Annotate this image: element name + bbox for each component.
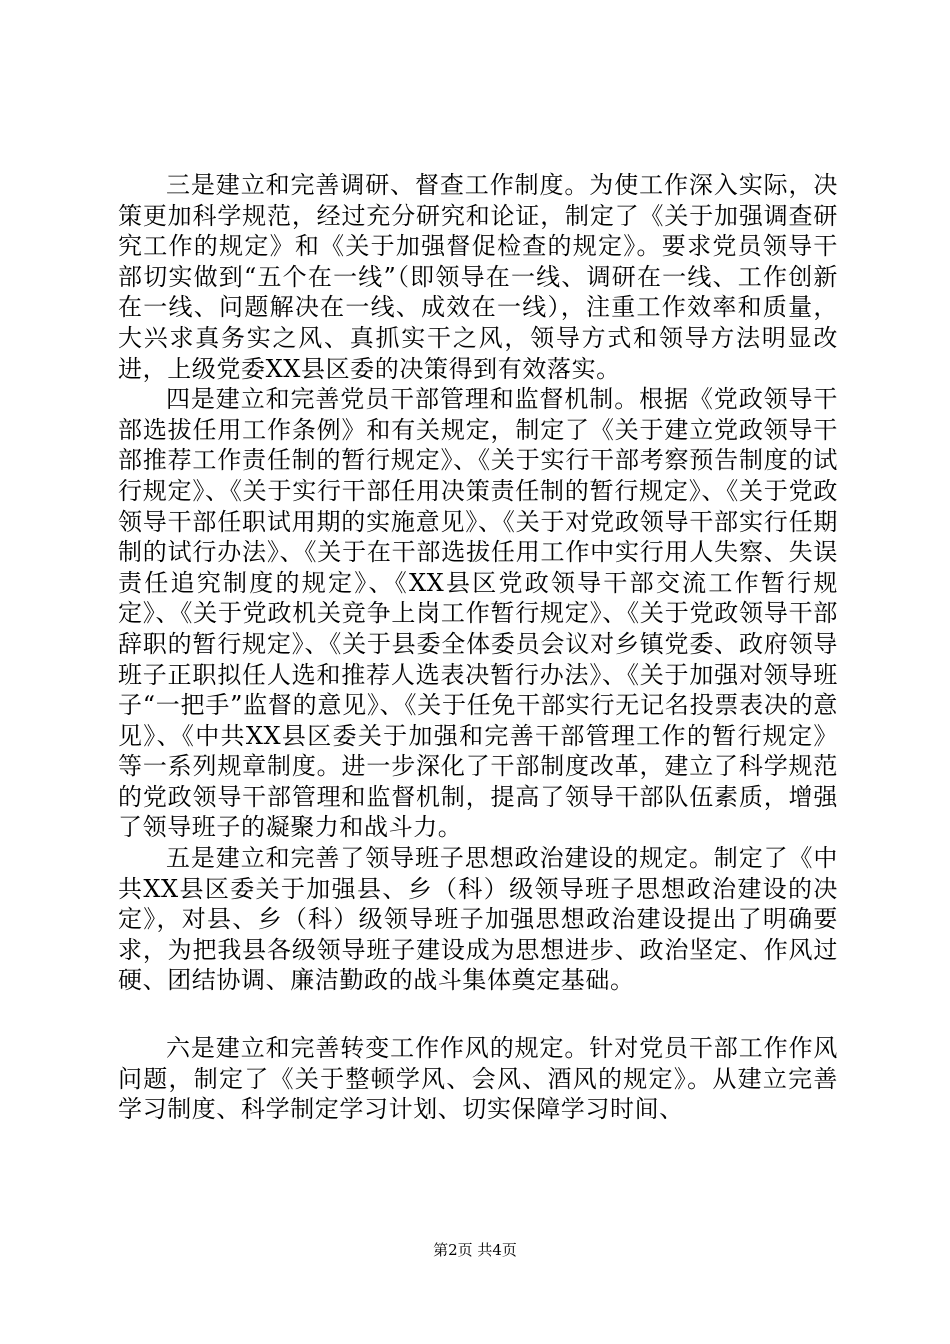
paragraph-3-research-supervision: 三是建立和完善调研、督查工作制度。为使工作深入实际，决策更加科学规范，经过充分研究和论证，制定了《关于加强调查研究工作的规定》和《关于加强督促检查的规定》。要求党员领导干部切实做到“五个在一线”（即领导在一线、调研在一线、工作创新在一线、问题解决在一线、成效在一线），注重工作效率和质量，大兴求真务实之风、真抓实干之风，领导方式和领导方法明显改进，上级党委XX县区委的决策得到有效落实。 [118, 171, 838, 383]
paragraph-4-cadre-management: 四是建立和完善党员干部管理和监督机制。根据《党政领导干部选拔任用工作条例》和有关规定，制定了《关于建立党政领导干部推荐工作责任制的暂行规定》、《关于实行干部考察预告制度的试行规定》、《关于实行干部任用决策责任制的暂行规定》、《关于党政领导干部任职试用期的实施意见》、《关于对党政领导干部实行任期制的试行办法》、《关于在干部选拔任用工作中实行用人失察、失误责任追究制度的规定》、《XX县区党政领导干部交流工作暂行规定》、《关于党政机关竞争上岗工作暂行规定》、《关于党政领导干部辞职的暂行规定》、《关于县委全体委员会议对乡镇党委、政府领导班子正职拟任人选和推荐人选表决暂行办法》、《关于加强对领导班子“一把手”监督的意见》、《关于任免干部实行无记名投票表决的意见》、《中共XX县区委关于加强和完善干部管理工作的暂行规定》等一系列规章制度。进一步深化了干部制度改革，建立了科学规范的党政领导干部管理和监督机制，提高了领导干部队伍素质，增强了领导班子的凝聚力和战斗力。 [118, 385, 838, 842]
page-footer: 第2页 共4页 [433, 1241, 517, 1259]
document-body [118, 170, 838, 1125]
paragraph-5-ideological-building: 五是建立和完善了领导班子思想政治建设的规定。制定了《中共XX县区委关于加强县、乡（科）级领导班子思想政治建设的决定》，对县、乡（科）级领导班子加强思想政治建设提出了明确要求，为把我县各级领导班子建设成为思想进步、政治坚定、作风过硬、团结协调、廉洁勤政的战斗集体奠定基础。 [118, 844, 838, 995]
paragraph-6-work-style: 六是建立和完善转变工作作风的规定。针对党员干部工作作风问题，制定了《关于整顿学风、会风、酒风的规定》。从建立完善学习制度、科学制定学习计划、切实保障学习时间、 [118, 1034, 838, 1124]
